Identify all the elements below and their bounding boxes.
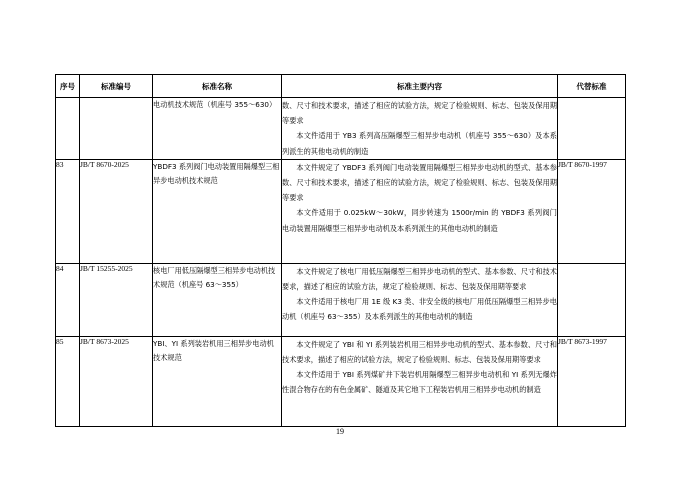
header-index: 序号 [56,75,80,98]
row-code: JB/T 8673-2025 [80,336,153,426]
row-name: 电动机技术规范（机座号 355～630） [153,98,282,160]
row-content [282,336,558,426]
row-replaces: JB/T 8673-1997 [558,336,626,426]
content-paragraph: 本文件适用于 YB3 系列高压隔爆型三相异步电动机（机座号 355～630）及本系列派生的其他电动机的制造 [282,131,557,156]
table-header-row [56,75,626,98]
content-paragraph: 本文件适用于 0.025kW～30kW，同步转速为 1500r/min 的 YBDF3 系列阀门电动装置用隔爆型三相异步电动机及本系列派生的其他电动机的制造 [282,208,557,233]
table-row [56,98,626,160]
header-replaces: 代替标准 [558,75,626,98]
content-paragraph: 本文件规定了 YBI 和 YI 系列装岩机用三相异步电动机的型式、基本参数、尺寸和技术要求，描述了相应的试验方法，规定了检验规则、标志、包装及保用期等要求 [282,339,557,365]
row-replaces: JB/T 8670-1997 [558,159,626,263]
content-paragraph: 本文件适用于核电厂用 1E 级 K3 类、非安全级的核电厂用低压隔爆型三相异步电动机（机座号 63～355）及本系列派生的其他电动机的制造 [282,297,557,322]
content-paragraph: 本文件适用于 YBI 系列煤矿井下装岩机用隔爆型三相异步电动机和 YI 系列无爆炸性混合物存在的有色金属矿、隧道及其它地下工程装岩机用三相异步电动机的制造 [282,370,557,395]
content-paragraph: 数、尺寸和技术要求，描述了相应的试验方法，规定了检验规则、标志、包装及保用期等要求 [282,101,557,126]
content-paragraph: 本文件规定了核电厂用低压隔爆型三相异步电动机的型式、基本参数、尺寸和技术要求，描述了相应的试验方法，规定了检验规则、标志、包装及保用期等要求 [282,266,557,292]
table-row [56,336,626,426]
header-code: 标准编号 [80,75,153,98]
row-code [80,98,153,160]
row-content [282,98,558,160]
header-content: 标准主要内容 [282,75,558,98]
row-code: JB/T 8670-2025 [80,159,153,263]
page-number: 19 [336,427,344,436]
row-name: YBI、YI 系列装岩机用三相异步电动机技术规范 [153,336,282,426]
row-replaces [558,263,626,336]
row-code: JB/T 15255-2025 [80,263,153,336]
table-row [56,159,626,263]
table-row [56,263,626,336]
row-name: 核电厂用低压隔爆型三相异步电动机技术规范（机座号 63～355） [153,263,282,336]
header-name: 标准名称 [153,75,282,98]
row-replaces [558,98,626,160]
row-content [282,159,558,263]
standards-table [55,74,626,427]
row-content [282,263,558,336]
row-index [56,98,80,160]
row-name: YBDF3 系列阀门电动装置用隔爆型三相异步电动机技术规范 [153,159,282,263]
row-index: 83 [56,159,80,263]
row-index: 85 [56,336,80,426]
content-paragraph: 本文件规定了 YBDF3 系列阀门电动装置用隔爆型三相异步电动机的型式、基本参数、尺寸和技术要求，描述了相应的试验方法，规定了检验规则、标志、包装及保用期等要求 [282,162,557,203]
row-index: 84 [56,263,80,336]
